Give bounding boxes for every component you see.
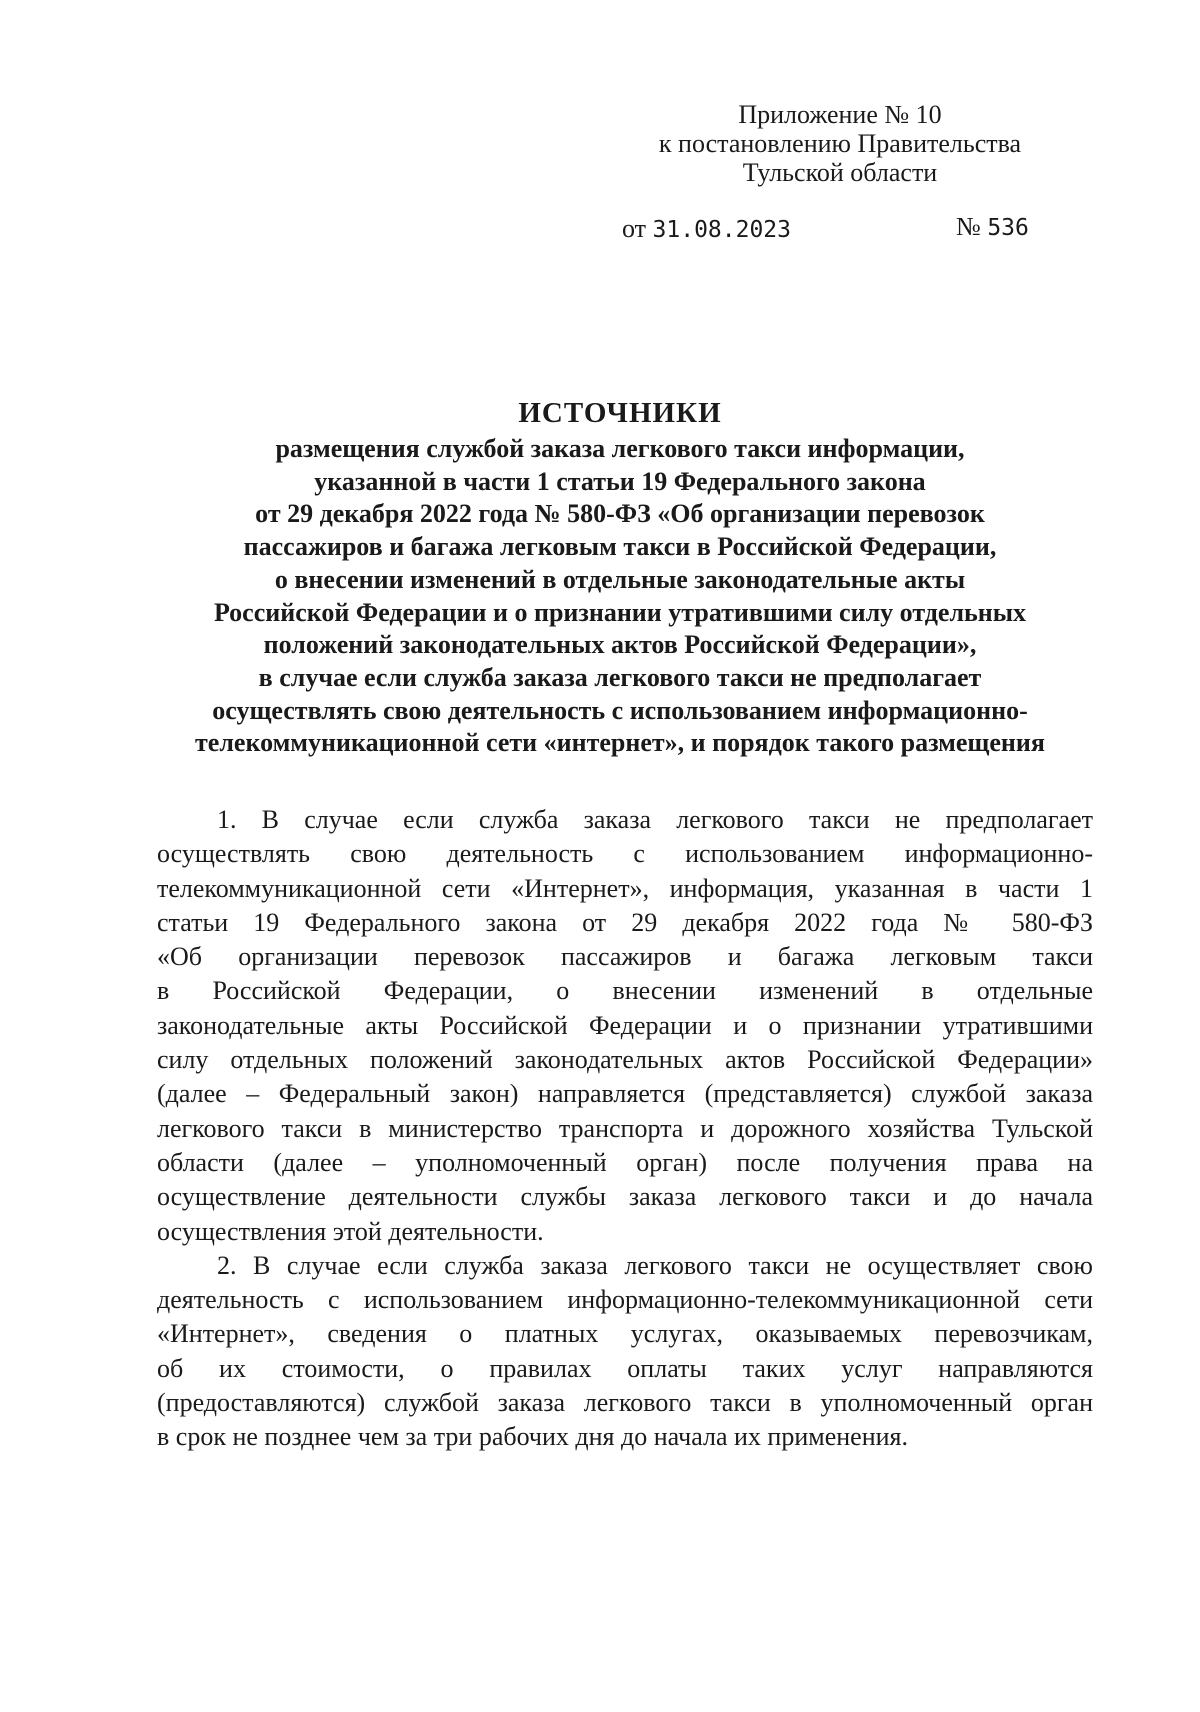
title-line: указанной в части 1 статьи 19 Федерального закона: [314, 466, 926, 496]
text-line: «Об организации перевозок пассажиров и багажа легковым такси: [157, 942, 1093, 972]
title-line: осуществлять свою деятельность с использованием информационно-: [212, 695, 1028, 725]
text-line: 1. В случае если служба заказа легкового такси не предполагает: [217, 805, 1093, 834]
decree-date-value: 31.08.2023: [652, 217, 792, 243]
text-line: в Российской Федерации, о внесении изменений в отдельные: [157, 976, 1093, 1006]
text-line: осуществлять свою деятельность с использованием информационно-: [157, 839, 1093, 869]
text-line: статьи 19 Федерального закона от 29 декабря 2022 года № 580-ФЗ: [157, 907, 1093, 937]
text-line: деятельность с использованием информационно-телекоммуникационной сети: [157, 1285, 1093, 1315]
title-line: от 29 декабря 2022 года № 580-ФЗ «Об организации перевозок: [255, 499, 985, 529]
text-line: об их стоимости, о правилах оплаты таких услуг направляются: [157, 1353, 1093, 1383]
title-line: Российской Федерации и о признании утратившими силу отдельных: [213, 597, 1027, 627]
decree-number-value: 536: [987, 215, 1029, 241]
appendix-number: Приложение № 10: [738, 100, 942, 129]
text-line: законодательные акты Российской Федерации и о признании утратившими: [157, 1010, 1093, 1040]
title-line: положений законодательных актов Российской Федерации»,: [263, 630, 977, 660]
text-line: телекоммуникационной сети «Интернет», информация, указанная в части 1: [157, 873, 1093, 903]
decree-number: [956, 212, 1029, 242]
document-body: [157, 803, 1093, 1455]
title-line: пассажиров и багажа легковым такси в Российской Федерации,: [243, 532, 997, 562]
title-line: в случае если служба заказа легкового такси не предполагает: [258, 662, 982, 692]
paragraph-2: [157, 1249, 1093, 1455]
title-line: телекоммуникационной сети «интернет», и порядок такого размещения: [195, 728, 1045, 758]
text-line: осуществления этой деятельности.: [157, 1216, 544, 1246]
appendix-header: [600, 100, 1080, 187]
decree-date-prefix: от: [622, 214, 647, 243]
decree-date: [622, 214, 791, 244]
appendix-region: Тульской области: [742, 158, 938, 187]
appendix-reference: к постановлению Правительства: [658, 129, 1022, 158]
title-line: размещения службой заказа легкового такси информации,: [275, 434, 965, 463]
text-line: области (далее – уполномоченный орган) после получения права на: [157, 1147, 1093, 1177]
text-line: (далее – Федеральный закон) направляется (представляется) службой заказа: [157, 1079, 1093, 1109]
text-line: «Интернет», сведения о платных услугах, оказываемых перевозчикам,: [157, 1319, 1093, 1349]
paragraph-1: [157, 803, 1093, 1249]
text-line: осуществление деятельности службы заказа легкового такси и до начала: [157, 1182, 1093, 1212]
text-line: силу отдельных положений законодательных актов Российской Федерации»: [157, 1045, 1093, 1075]
document-title: [150, 395, 1090, 760]
title-line: о внесении изменений в отдельные законодательные акты: [274, 564, 966, 594]
text-line: (предоставляются) службой заказа легкового такси в уполномоченный орган: [157, 1388, 1093, 1418]
text-line: легкового такси в министерство транспорта и дорожного хозяйства Тульской: [157, 1113, 1093, 1143]
text-line: в срок не позднее чем за три рабочих дня до начала их применения.: [157, 1422, 908, 1452]
title-heading: ИСТОЧНИКИ: [518, 397, 722, 429]
decree-number-prefix: №: [956, 212, 981, 241]
text-line: 2. В случае если служба заказа легкового такси не осуществляет свою: [217, 1250, 1093, 1280]
